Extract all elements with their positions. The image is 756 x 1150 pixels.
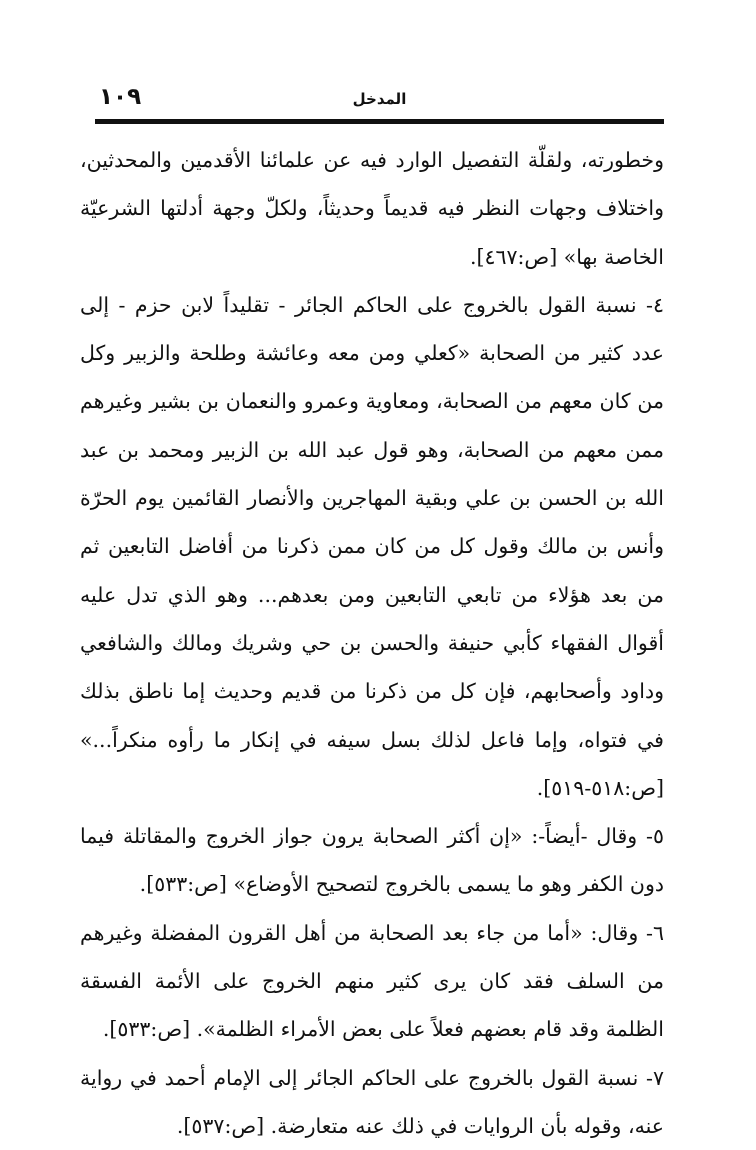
body-text [80, 136, 664, 1150]
paragraph-item-5: ٥- وقال -أيضاً-: «إن أكثر الصحابة يرون جواز الخروج والمقاتلة فيما دون الكفر وهو ما يسمى بالخروج لتصحيح الأوضاع» [ص:٥٣٣]. [80, 824, 664, 897]
paragraph-item-4: ٤- نسبة القول بالخروج على الحاكم الجائر - تقليداً لابن حزم - إلى عدد كثير من الصحابة «كعلي ومن معه وعائشة وطلحة والزبير وكل من كان معهم من الصحابة، ومعاوية وعمرو والنعمان بن بشير وغيرهم ممن معهم من الصحابة، وهو قول عبد الله بن الزبير ومحمد بن عبد الله بن الحسن بن علي وبقية المهاجرين والأنصار القائمين يوم الحرّة وأنس بن مالك وقول كل من كان ممن ذكرنا من أفاضل التابعين ثم من بعد هؤلاء من تابعي التابعين ومن بعدهم... وهو الذي تدل عليه أقوال الفقهاء كأبي حنيفة والحسن بن حي وشريك ومالك والشافعي وداود وأصحابهم، فإن كل من ذكرنا من قديم وحديث إما ناطق بذلك في فتواه، وإما فاعل لذلك بسل سيفه في إنكار ما رأوه منكراً...» [ص:٥١٨-٥١٩]. [80, 292, 664, 800]
header-rule [95, 119, 664, 124]
page-number: ١٠٩ [99, 84, 142, 110]
paragraph-item-7: ٧- نسبة القول بالخروج على الحاكم الجائر إلى الإمام أحمد في رواية عنه، وقوله بأن الروايات في ذلك عنه متعارضة. [ص:٥٣٧]. [80, 1065, 664, 1138]
paragraph-item-6: ٦- وقال: «أما من جاء بعد الصحابة من أهل القرون المفضلة وغيرهم من السلف فقد كان يرى كثير منهم الخروج على الأئمة الفسقة الظلمة وقد قام بعضهم فعلاً على بعض الأمراء الظلمة». [ص:٥٣٣]. [80, 920, 664, 1042]
chapter-title: المدخل [352, 90, 407, 108]
page-header [95, 86, 664, 114]
paragraph-continuation: وخطورته، ولقلّة التفصيل الوارد فيه عن علمائنا الأقدمين والمحدثين، واختلاف وجهات النظر فيه قديماً وحديثاً، ولكلّ وجهة أدلتها الشرعيّة الخاصة بها» [ص:٤٦٧]. [80, 148, 664, 269]
